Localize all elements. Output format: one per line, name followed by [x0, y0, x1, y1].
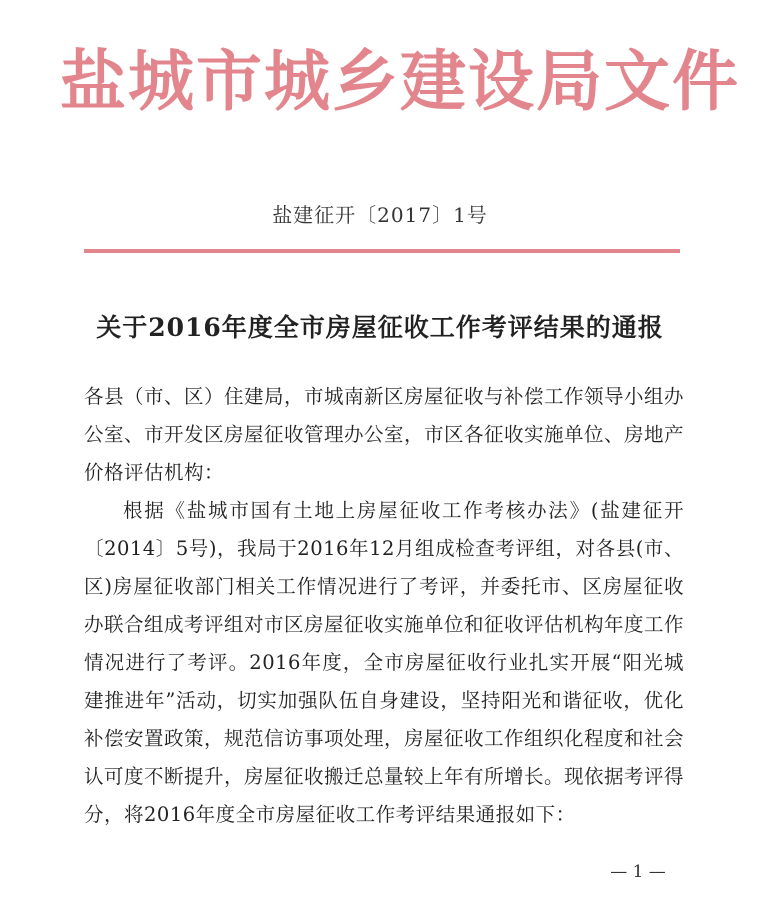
- page-number: — 1 —: [610, 862, 666, 882]
- document-body: [84, 378, 684, 834]
- body-paragraph: 根据《盐城市国有土地上房屋征收工作考核办法》(盐建征开〔2014〕5号)，我局于2016年12月组成检查考评组，对各县(市、区)房屋征收部门相关工作情况进行了考评，并委托市、区房屋征收办联合组成考评组对市区房屋征收实施单位和征收评估机构年度工作情况进行了考评。2016年度，全市房屋征收行业扎实开展“阳光城建推进年”活动，切实加强队伍自身建设，坚持阳光和谐征收，优化补偿安置政策，规范信访事项处理，房屋征收工作组织化程度和社会认可度不断提升，房屋征收搬迁总量较上年有所增长。现依据考评得分，将2016年度全市房屋征收工作考评结果通报如下：: [84, 499, 685, 826]
- header-divider-line: [84, 249, 680, 253]
- addressee-paragraph: 各县（市、区）住建局，市城南新区房屋征收与补偿工作领导小组办公室、市开发区房屋征收管理办公室，市区各征收实施单位、房地产价格评估机构：: [84, 385, 685, 484]
- notice-title: 关于2016年度全市房屋征收工作考评结果的通报: [96, 313, 664, 342]
- document-header-title: 盐城市城乡建设局文件: [60, 42, 740, 120]
- document-number: 盐建征开〔2017〕1号: [272, 203, 488, 227]
